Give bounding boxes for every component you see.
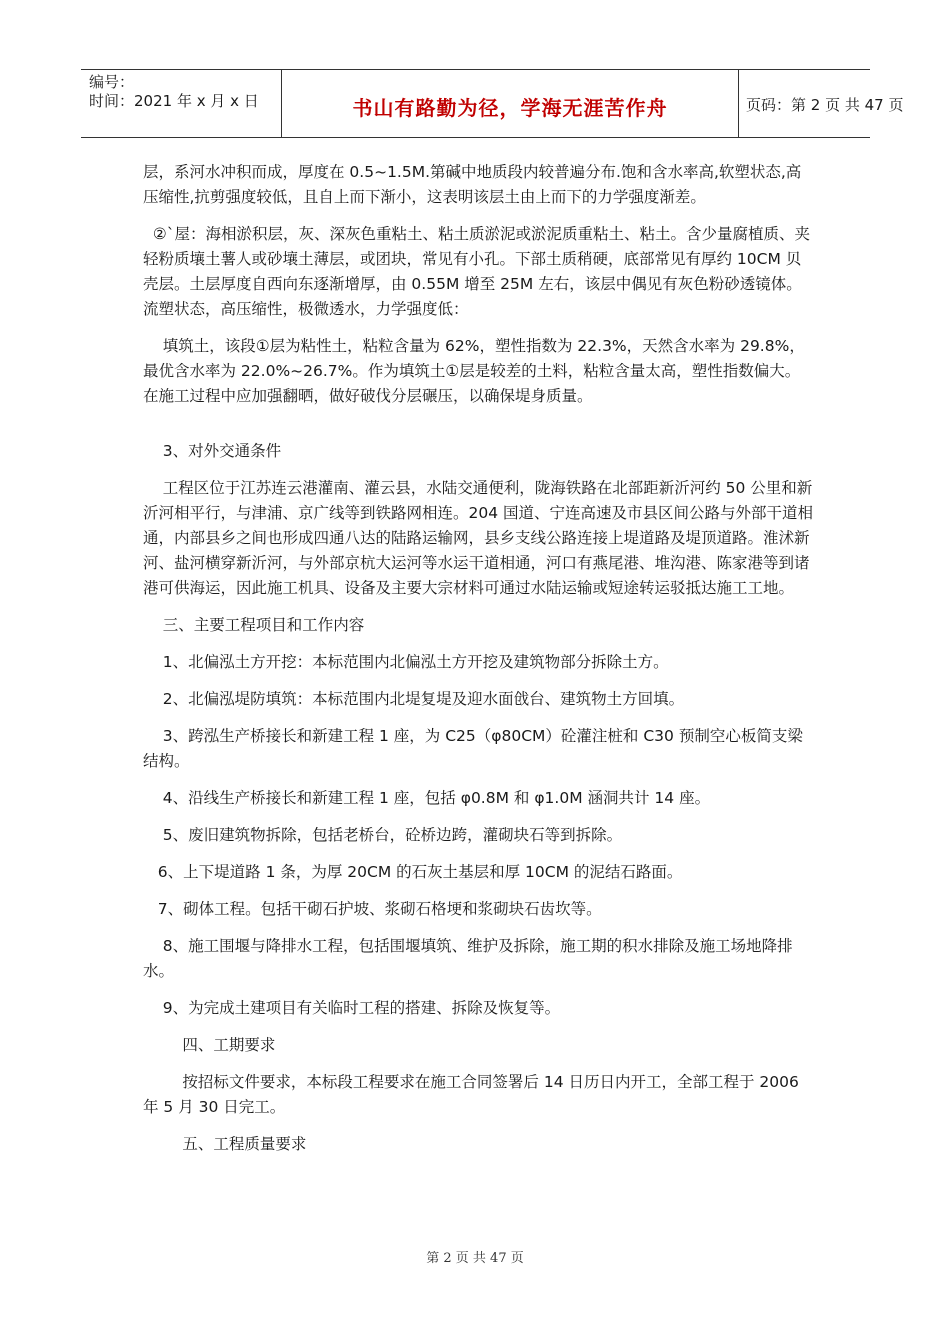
header-page-cell [738,70,904,137]
paragraph: ②`屋：海相淤积层，灰、深灰色重粘土、粘土质淤泥或淤泥质重粘土、粘土。含少量腐植质、夹轻粉质壤土薯人或砂壤土薄层，或团块，常见有小孔。下部土质稍硬，底部常见有厚约 10CM 贝壳层。土层厚度自西向东逐渐增厚，由 0.55M 增至 25M 左右，该层中偶见有灰色粉砂透镜体。流塑状态，高压缩性，极微透水，力学强度低： [143,225,811,318]
section-heading: 五、工程质量要求 [143,1135,307,1153]
header-meta-cell [81,70,281,137]
list-item: 2、北偏泓堤防填筑：本标范围内北堤复堤及迎水面戗台、建筑物土方回填。 [143,690,685,708]
list-item: 5、废旧建筑物拆除，包括老桥台，砼桥边跨，灌砌块石等到拆除。 [143,826,623,844]
paragraph: 层，系河水冲积而成，厚度在 0.5~1.5M.第碱中地质段内较普遍分布.饱和含水率高,软塑状态,高压缩性,抗剪强度较低，且自上而下渐小，这表明该层土由上而下的力学强度渐差。 [143,163,802,206]
section-heading: 四、工期要求 [143,1036,276,1054]
paragraph: 按招标文件要求，本标段工程要求在施工合同签署后 14 日历日内开工，全部工程于 2006 年 5 月 30 日完工。 [143,1073,804,1116]
list-item: 8、施工围堰与降排水工程，包括围堰填筑、维护及拆除，施工期的积水排除及施工场地降排水。 [143,937,793,980]
section-heading: 三、主要工程项目和工作内容 [143,616,365,634]
page-header [81,69,904,138]
list-item: 6、上下堤道路 1 条，为厚 20CM 的石灰土基层和厚 10CM 的泥结石路面。 [143,863,683,881]
paragraph: 工程区位于江苏连云港灌南、灌云县，水陆交通便利，陇海铁路在北部距新沂河约 50 公里和新沂河相平行，与津浦、京广线等到铁路网相连。204 国道、宁连高速及市县区间公路与外部干道相通，内部县乡之间也形成四通八达的陆路运输网，县乡支线公路连接上堤道路及堤顶道路。淮沭新河、盐河横穿新沂河，与外部京杭大运河等水运干道相通，河口有燕尾港、堆沟港、陈家港等到诸港可供海运，因此施工机具、设备及主要大宗材料可通过水陆运输或短途转运驳抵达施工工地。 [143,479,814,597]
document-number-label: 编号： [89,73,135,91]
list-item: 9、为完成土建项目有关临时工程的搭建、拆除及恢复等。 [143,999,561,1017]
document-date: 时间：2021 年 x 月 x 日 [89,92,259,110]
list-item: 4、沿线生产桥接长和新建工程 1 座，包括 φ0.8M 和 φ1.0M 涵洞共计 14 座。 [143,789,711,807]
paragraph: 填筑土，该段①层为粘性土，粘粒含量为 62%，塑性指数为 22.3%，天然含水率为 29.8%，最优含水率为 22.0%~26.7%。作为填筑土①层是较差的土料，粘粒含量太高，塑性指数偏大。在施工过程中应加强翻晒，做好破伐分层碾压，以确保堤身质量。 [143,337,805,405]
list-item: 3、跨泓生产桥接长和新建工程 1 座，为 C25（φ80CM）砼灌注桩和 C30 预制空心板简支梁结构。 [143,727,803,770]
section-heading: 3、对外交通条件 [143,442,282,460]
document-body [143,160,813,1169]
page-footer: 第 2 页 共 47 页 [426,1251,524,1266]
header-motto: 书山有路勤为径，学海无涯苦作舟 [352,96,668,120]
list-item: 7、砌体工程。包括干砌石护坡、浆砌石格埂和浆砌块石齿坎等。 [143,900,602,918]
list-item: 1、北偏泓土方开挖：本标范围内北偏泓土方开挖及建筑物部分拆除土方。 [143,653,669,671]
header-page-number: 页码：第 2 页 共 47 页 [746,96,904,114]
header-motto-cell [281,70,739,137]
